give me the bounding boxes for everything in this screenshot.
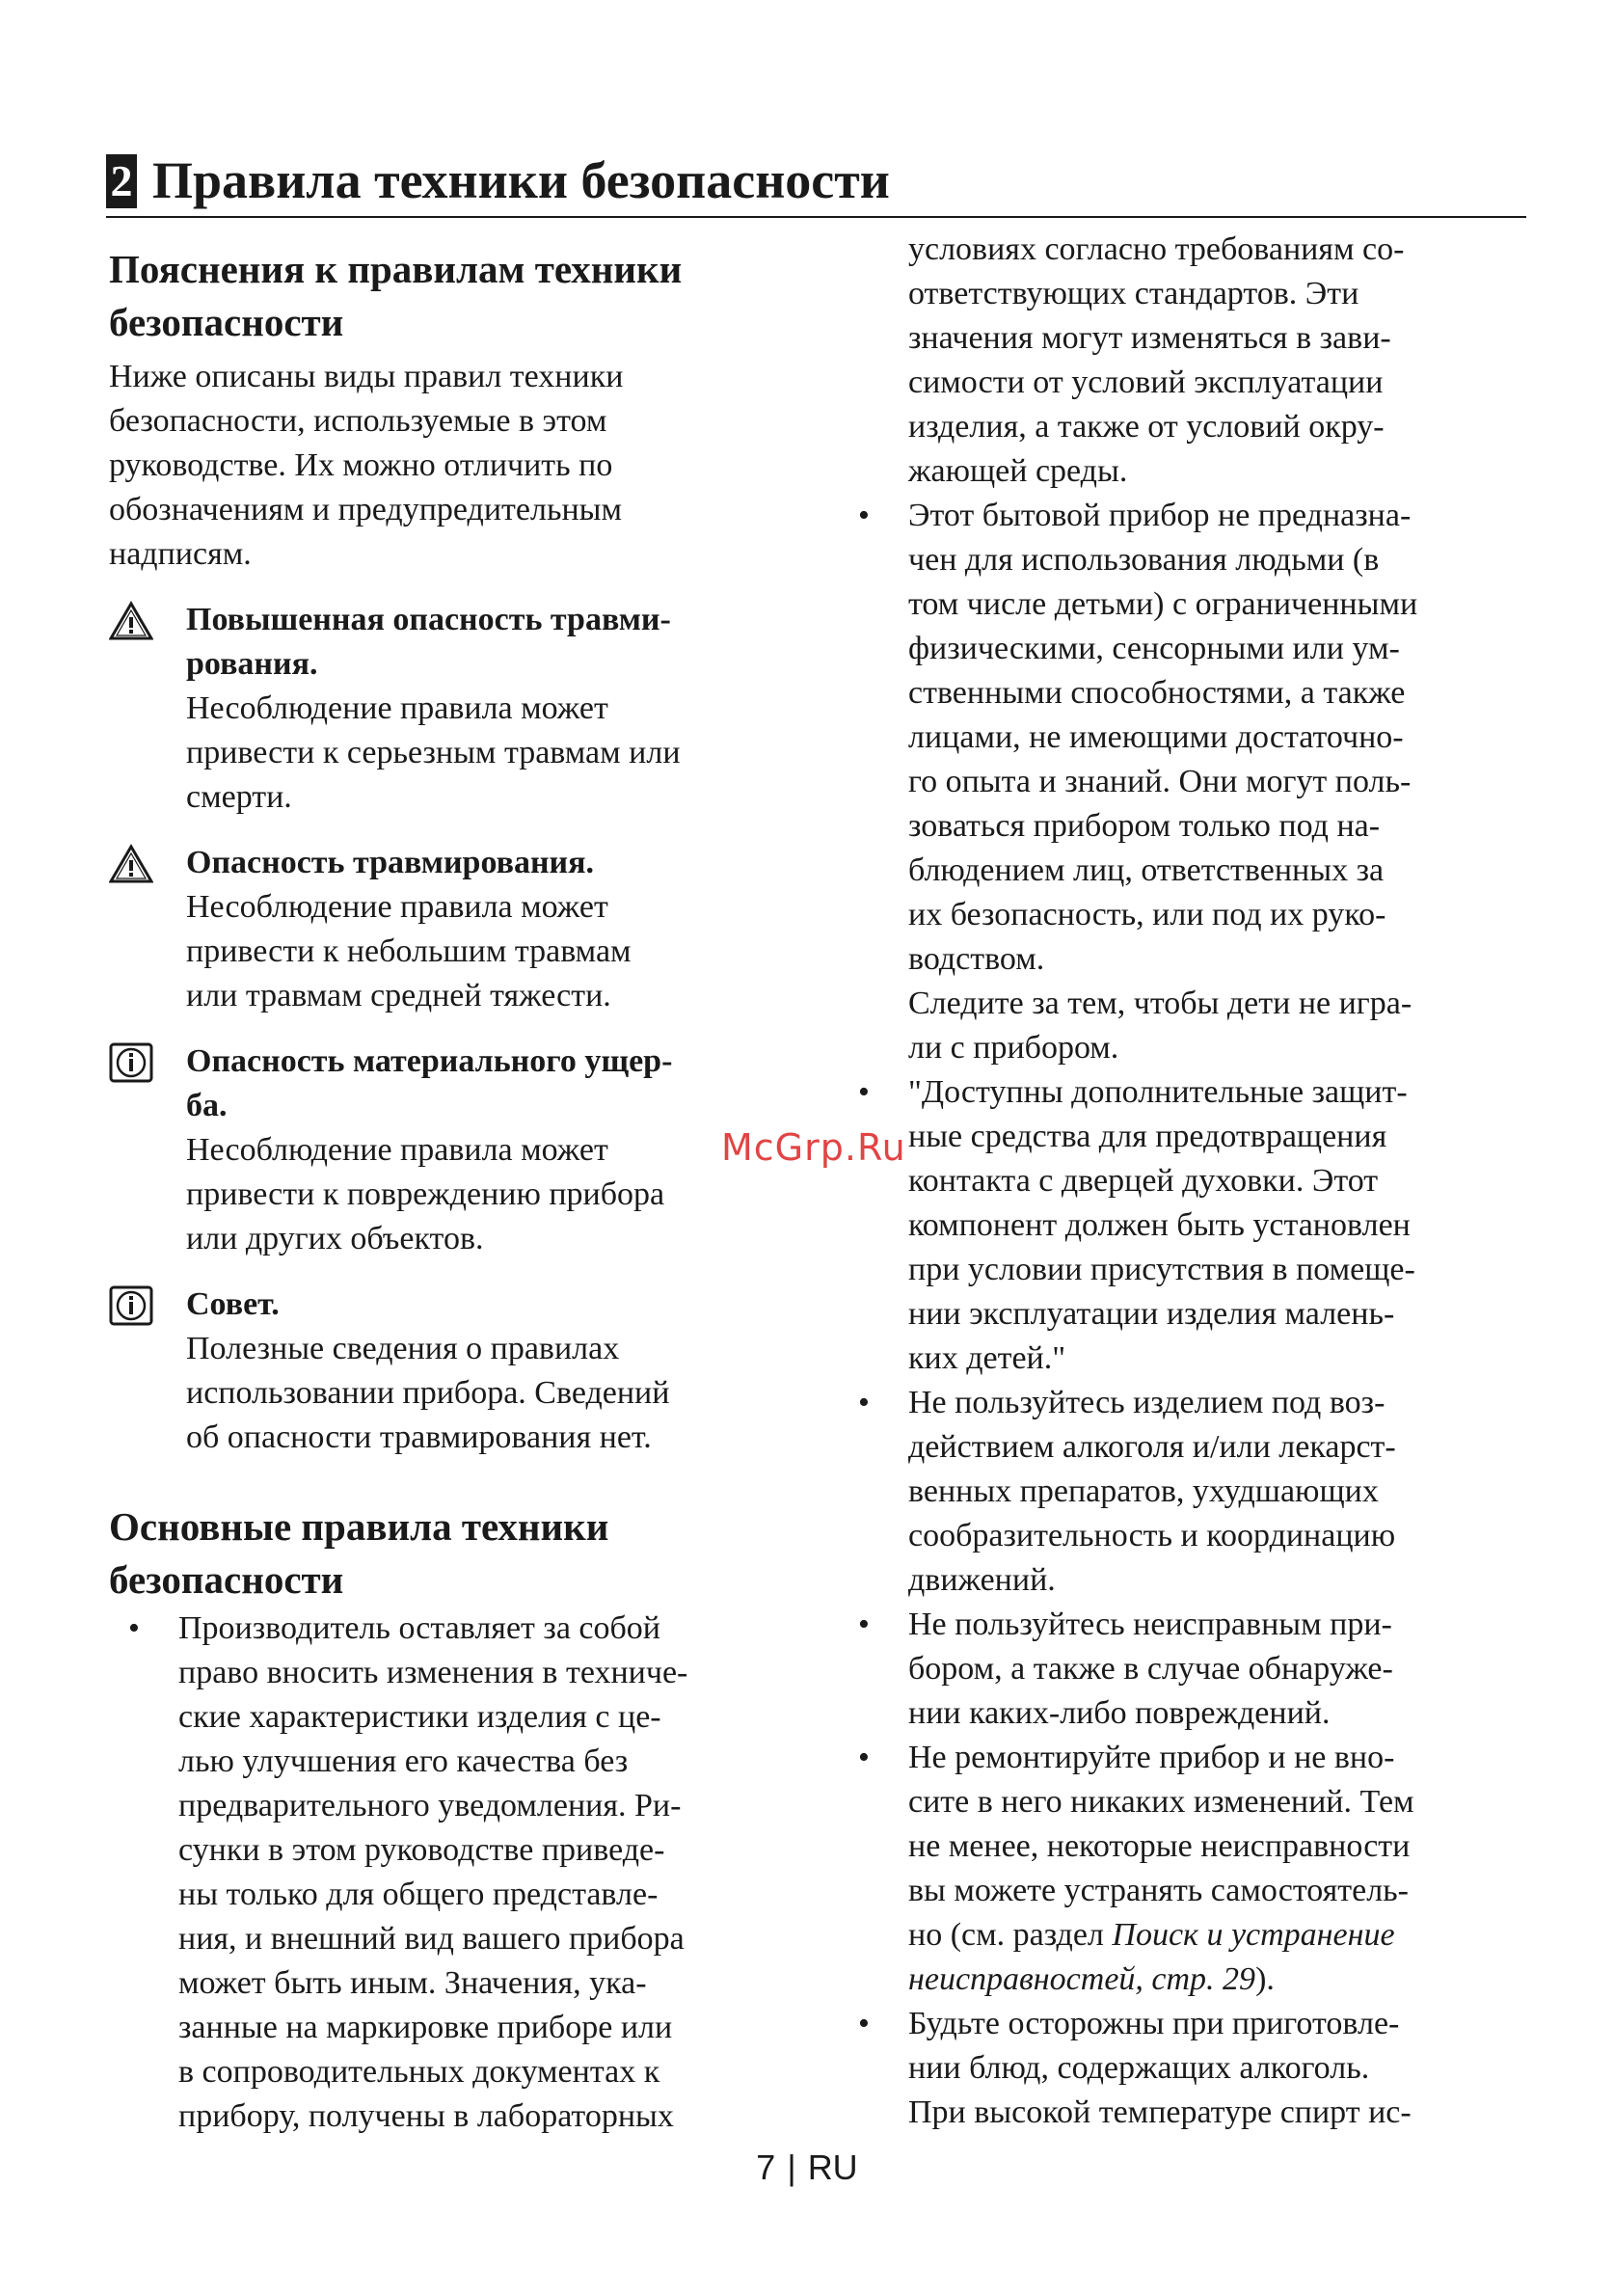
- text-line: Не пользуйтесь изделием под воз-: [908, 1385, 1385, 1420]
- notice-text: смерти.: [186, 779, 292, 815]
- text-line: Следите за тем, чтобы дети не игра-: [908, 986, 1412, 1021]
- text-line: занные на маркировке приборе или: [178, 2010, 673, 2045]
- text-line: ны только для общего представле-: [178, 1877, 659, 1912]
- text-line: лицами, не имеющими достаточно-: [908, 719, 1404, 755]
- notice-text: привести к повреждению прибора: [186, 1176, 665, 1212]
- section-title-line: Основные правила техники: [109, 1504, 609, 1549]
- text-line: Будьте осторожны при приготовле-: [908, 2006, 1400, 2041]
- footer-separator: |: [787, 2147, 796, 2187]
- text-line: блюдением лиц, ответственных за: [908, 852, 1385, 888]
- text-line: физическими, сенсорными или ум-: [908, 631, 1400, 666]
- cross-reference: неисправностей, стр. 29: [908, 1961, 1256, 1997]
- notice-text: или других объектов.: [186, 1221, 484, 1256]
- text-line: нии блюд, содержащих алкоголь.: [908, 2050, 1370, 2086]
- text-line: Этот бытовой прибор не предназна-: [908, 498, 1412, 533]
- text-line: изделия, а также от условий окру-: [908, 409, 1385, 445]
- text-line: сунки в этом руководстве приведе-: [178, 1832, 665, 1868]
- text-line: не менее, некоторые неисправности: [908, 1828, 1411, 1864]
- text-line: ные средства для предотвращения: [908, 1119, 1387, 1154]
- text-line: Не пользуйтесь неисправным при-: [908, 1607, 1392, 1642]
- list-item: [839, 1381, 1533, 1603]
- text-line: "Доступны дополнительные защит-: [908, 1074, 1408, 1110]
- text-line: руководстве. Их можно отличить по: [109, 447, 613, 483]
- text-line: Не ремонтируйте прибор и не вно-: [908, 1740, 1395, 1775]
- bullet-marker: •: [858, 2006, 870, 2041]
- text-line: чен для использования людьми (в: [908, 542, 1380, 578]
- bullet-marker: •: [858, 1074, 870, 1110]
- notice-tip: [109, 1283, 803, 1460]
- text-line: го опыта и знаний. Они могут поль-: [908, 764, 1412, 799]
- notice-title: Опасность материального ущер-: [186, 1043, 673, 1079]
- chapter-header: [106, 145, 1526, 218]
- list-item: [839, 1070, 1533, 1381]
- text-line: ).: [1255, 1961, 1275, 1997]
- list-item: [839, 2002, 1533, 2135]
- notice-title: рования.: [186, 646, 318, 682]
- bullet-marker: •: [858, 1385, 870, 1420]
- chapter-title: Правила техники безопасности: [152, 151, 890, 209]
- bullet-marker: •: [858, 1740, 870, 1775]
- notice-title: ба.: [186, 1088, 228, 1123]
- section-title-basic-rules: [109, 1500, 803, 1607]
- notice-material-damage: [109, 1040, 803, 1261]
- notice-text: привести к небольшим травмам: [186, 933, 632, 969]
- warning-triangle-icon: [109, 844, 153, 884]
- text-line: зоваться прибором только под на-: [908, 808, 1381, 844]
- text-line: ственными способностями, а также: [908, 675, 1406, 711]
- notice-text: Несоблюдение правила может: [186, 1132, 608, 1168]
- text-line: действием алкоголя и/или лекарст-: [908, 1429, 1396, 1465]
- text-line: ния, и внешний вид вашего прибора: [178, 1921, 685, 1957]
- bullet-list-right: [839, 494, 1533, 2135]
- notice-text: использовании прибора. Сведений: [186, 1375, 670, 1411]
- text-line: безопасности, используемые в этом: [109, 403, 607, 439]
- notice-serious-injury: [109, 598, 803, 820]
- text-line: значения могут изменяться в зави-: [908, 320, 1391, 356]
- watermark: McGrp.Ru: [721, 1126, 906, 1169]
- list-item: [839, 494, 1533, 1070]
- text-line: ские характеристики изделия с це-: [178, 1699, 661, 1735]
- section-title-line: безопасности: [109, 300, 344, 344]
- page-number: 7: [756, 2147, 776, 2187]
- info-icon: [109, 1042, 153, 1083]
- text-line: компонент должен быть установлен: [908, 1207, 1411, 1243]
- text-line: При высокой температуре спирт ис-: [908, 2094, 1412, 2130]
- text-line: симости от условий эксплуатации: [908, 365, 1384, 400]
- text-line: ответствующих стандартов. Эти: [908, 276, 1359, 311]
- bullet-list-left: [109, 1607, 803, 2139]
- text-line: в сопроводительных документах к: [178, 2054, 660, 2090]
- text-line: прибору, получены в лабораторных: [178, 2098, 674, 2134]
- bullet-marker: •: [128, 1610, 140, 1646]
- text-line: бором, а также в случае обнаруже-: [908, 1651, 1393, 1687]
- intro-paragraph: [109, 355, 803, 577]
- section-title-explanations: [109, 243, 803, 349]
- text-line: том числе детьми) с ограниченными: [908, 586, 1418, 622]
- text-line: ли с прибором.: [908, 1030, 1119, 1066]
- text-line: контакта с дверцей духовки. Этот: [908, 1163, 1379, 1199]
- left-column: [109, 243, 803, 2139]
- cross-reference: Поиск и устранение: [1112, 1917, 1395, 1953]
- text-line: вы можете устранять самостоятель-: [908, 1873, 1409, 1908]
- text-line: венных препаратов, ухудшающих: [908, 1473, 1379, 1509]
- list-item: [109, 1607, 803, 2139]
- text-line: может быть иным. Значения, ука-: [178, 1965, 647, 2001]
- text-line: обозначениям и предупредительным: [109, 492, 623, 527]
- text-line: ких детей.": [908, 1340, 1066, 1376]
- bullet-continuation: [839, 228, 1533, 494]
- notice-text: привести к серьезным травмам или: [186, 735, 681, 770]
- notice-injury: [109, 841, 803, 1018]
- text-line: при условии присутствия в помеще-: [908, 1252, 1415, 1287]
- text-line: нии каких-либо повреждений.: [908, 1695, 1331, 1731]
- page-footer: [0, 2147, 1614, 2189]
- text-line: надписям.: [109, 536, 252, 572]
- text-line: право вносить изменения в техниче-: [178, 1655, 688, 1690]
- text-line: лью улучшения его качества без: [178, 1743, 629, 1779]
- text-line: жающей среды.: [908, 453, 1128, 489]
- warning-triangle-icon: [109, 601, 153, 641]
- text-line: водством.: [908, 941, 1045, 977]
- text-line: нии эксплуатации изделия малень-: [908, 1296, 1395, 1332]
- right-column: [839, 228, 1533, 2135]
- text-line: их безопасность, или под их руко-: [908, 897, 1386, 932]
- notice-text: Несоблюдение правила может: [186, 690, 608, 726]
- text-line: сите в него никаких изменений. Тем: [908, 1784, 1414, 1820]
- info-icon: [109, 1285, 153, 1326]
- notice-text: Полезные сведения о правилах: [186, 1331, 620, 1366]
- text-line: условиях согласно требованиям со-: [908, 231, 1405, 267]
- notice-title: Совет.: [186, 1286, 280, 1322]
- section-title-line: Пояснения к правилам техники: [109, 247, 683, 291]
- bullet-marker: •: [858, 1607, 870, 1642]
- text-line: Производитель оставляет за собой: [178, 1610, 661, 1646]
- list-item: [839, 1736, 1533, 2002]
- notice-title: Опасность травмирования.: [186, 845, 595, 880]
- bullet-marker: •: [858, 498, 870, 533]
- text-line: предварительного уведомления. Ри-: [178, 1788, 682, 1823]
- list-item: [839, 1603, 1533, 1736]
- chapter-number: 2: [106, 154, 137, 208]
- language-code: RU: [807, 2147, 858, 2187]
- text-line: Ниже описаны виды правил техники: [109, 359, 624, 394]
- text-line: движений.: [908, 1562, 1056, 1598]
- text-line: сообразительность и координацию: [908, 1518, 1396, 1553]
- section-title-line: безопасности: [109, 1557, 344, 1602]
- notice-text: или травмам средней тяжести.: [186, 978, 611, 1013]
- notice-text: Несоблюдение правила может: [186, 889, 608, 925]
- notice-title: Повышенная опасность травми-: [186, 602, 671, 637]
- text-line: но (см. раздел: [908, 1917, 1113, 1953]
- notice-text: об опасности травмирования нет.: [186, 1419, 652, 1455]
